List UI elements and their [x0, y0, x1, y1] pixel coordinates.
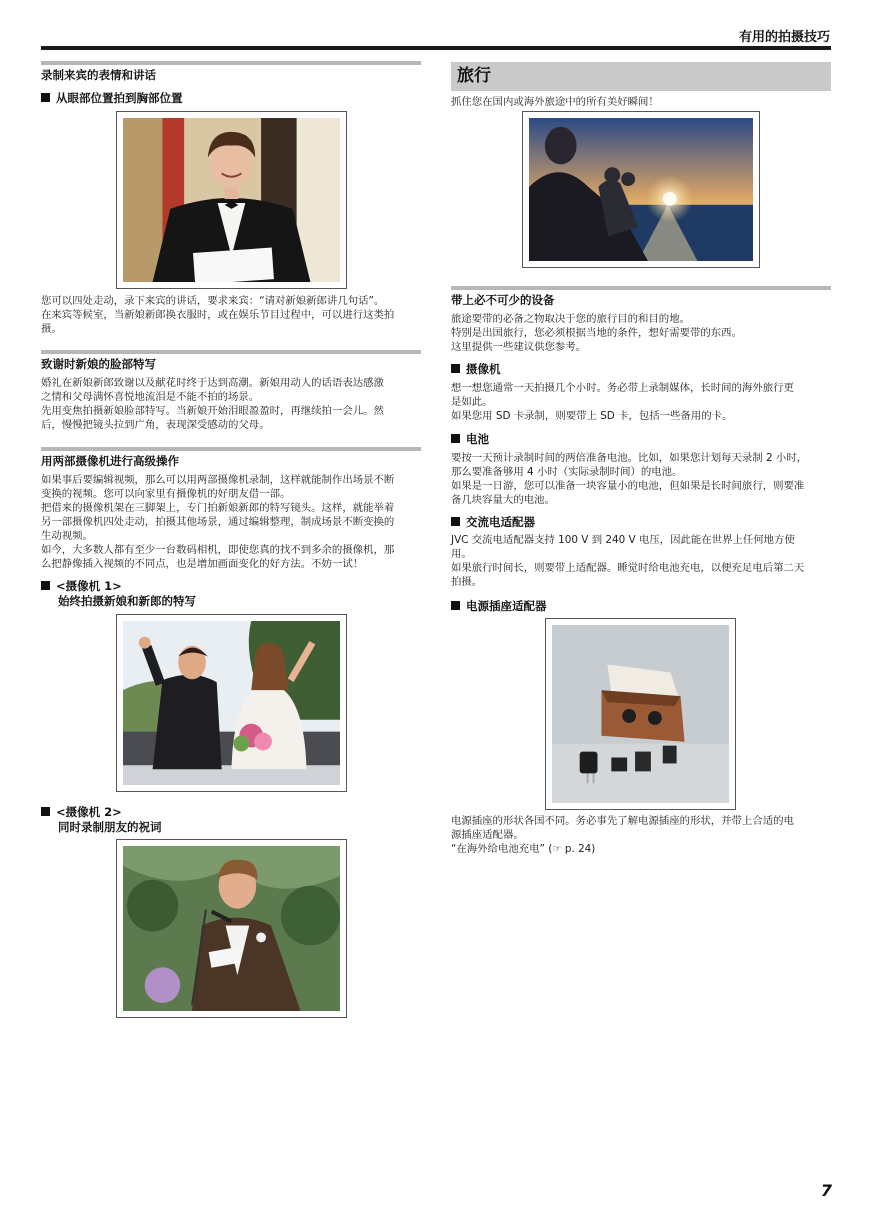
- plug-adapter-paragraph: 电源插座的形状各国不同。务必事先了解电源插座的形状，并带上合适的电 源插座适配器。 “在海外给电池充电” (☞ p. 24): [451, 814, 831, 856]
- equipment-paragraph: 旅途要带的必备之物取决于您的旅行目的和目的地。 特别是出国旅行，您必须根据当地的条件，想好需要带的东西。 这里提供一些建议供您参考。: [451, 313, 742, 353]
- page-number: 7: [820, 1181, 832, 1200]
- square-bullet-icon: [451, 364, 460, 373]
- plug-adapters-photo: [545, 618, 736, 810]
- camcorder-paragraph: 想一想您通常一天拍摄几个小时。务必带上录制媒体，长时间的海外旅行更 是如此。 如果您用 SD 卡录制，则要带上 SD 卡，包括一些备用的卡。: [451, 382, 794, 422]
- travel-banner: 旅行: [451, 62, 831, 91]
- square-bullet-icon: [41, 93, 50, 102]
- bride-groom-car-photo: [116, 614, 347, 792]
- bride-closeup-paragraph: 婚礼在新娘新郎致谢以及献花时终于达到高潮。新娘用动人的话语表达感激 之情和父母满怀喜悦地流泪是不能不拍的场景。 先用变焦拍摄新娘脸部特写。当新娘开始泪眼盈盈时，再继续拍一会儿。然 后，慢慢把镜头拉到广角，表现深受感动的父母。: [41, 377, 384, 431]
- friend-speech-photo: [116, 839, 347, 1018]
- square-bullet-icon: [451, 601, 460, 610]
- ac-adapter-paragraph: JVC 交流电适配器支持 100 V 到 240 V 电压，因此能在世界上任何地方使 用。 如果旅行时间长，则要带上适配器。睡觉时给电池充电，以便充足电后第二天 拍摄。: [451, 534, 805, 588]
- groom-speech-photo: [116, 111, 347, 289]
- guest-speech-paragraph: 您可以四处走动，录下来宾的讲话，要求来宾：“请对新娘新郎讲几句话”。 在来宾等候室，当新娘新郎换衣服时，或在娱乐节目过程中，可以进行这类拍 摄。: [41, 295, 395, 335]
- two-cameras-paragraph: 如果事后要编辑视频，那么可以用两部摄像机录制，这样就能制作出场景不断 变换的视频。您可以向家里有摄像机的好朋友借一部。 把借来的摄像机架在三脚架上，专门拍新娘新郎的特写镜头。这样，就能举着 另一部摄像机四处走动，拍摄其他场景，通过编辑整理，制成场景不断变换的 生动视频。 如今，大多数人都有至少一台数码相机，即使您真的找不到多余的摄像机，那 么把静像插入视频的不同点，也是增加画面变化的好方法。不妨一试！: [41, 474, 395, 570]
- subsection-title-plug-adapter: 电源插座适配器: [451, 599, 547, 614]
- header-rule: [41, 46, 831, 50]
- square-bullet-icon: [451, 517, 460, 526]
- section-title-bride-closeup: 致谢时新娘的脸部特写: [41, 357, 156, 371]
- section-rule: [41, 447, 421, 451]
- section-rule: [41, 61, 421, 65]
- camera2-heading: <摄像机 2> 同时录制朋友的祝词: [41, 805, 162, 835]
- travel-intro: 抓住您在国内或海外旅途中的所有美好瞬间！: [451, 96, 659, 108]
- subsection-title-eye-to-chest: 从眼部位置拍到胸部位置: [41, 91, 183, 106]
- square-bullet-icon: [41, 581, 50, 590]
- page-header-title: 有用的拍摄技巧: [738, 30, 830, 45]
- camera1-heading: <摄像机 1> 始终拍摄新娘和新郎的特写: [41, 579, 196, 609]
- section-rule: [41, 350, 421, 354]
- section-rule: [451, 286, 831, 290]
- square-bullet-icon: [41, 807, 50, 816]
- subsection-title-camcorder: 摄像机: [451, 362, 501, 377]
- square-bullet-icon: [451, 434, 460, 443]
- section-title-guest-speech: 录制来宾的表情和讲话: [41, 68, 156, 82]
- subsection-title-battery: 电池: [451, 432, 489, 447]
- battery-paragraph: 要按一天预计录制时间的两倍准备电池。比如，如果您计划每天录制 2 小时， 那么要准备够用 4 小时（实际录制时间）的电池。 如果是一日游，您可以准备一块容量小的电池，但如果是长时间旅行，则要准 备几块容量大的电池。: [451, 452, 808, 506]
- battery-charging-reference-link[interactable]: “在海外给电池充电” (☞ p. 24): [451, 843, 596, 855]
- section-title-two-cameras: 用两部摄像机进行高级操作: [41, 454, 179, 468]
- sunset-boat-photo: [522, 111, 760, 268]
- section-title-equipment: 带上必不可少的设备: [451, 293, 555, 307]
- subsection-title-ac-adapter: 交流电适配器: [451, 515, 535, 530]
